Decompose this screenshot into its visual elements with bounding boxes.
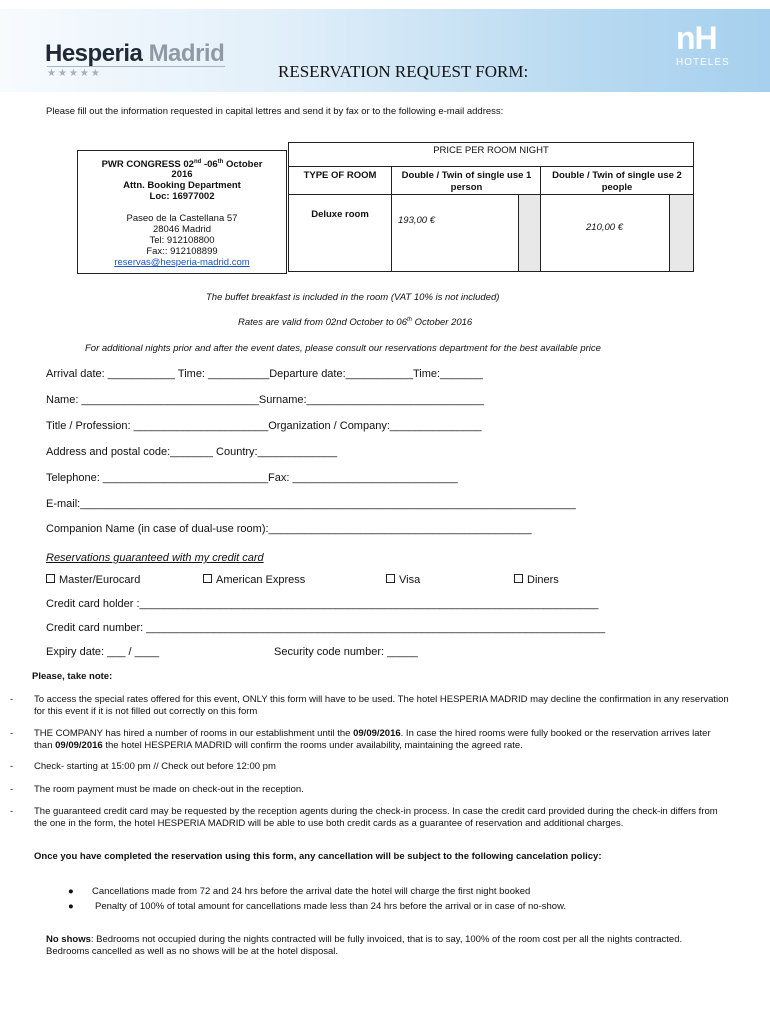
attn-line: Attn. Booking Department	[123, 180, 241, 191]
bullet-dash: -	[10, 694, 14, 705]
logo-hesperia-text: Hesperia	[45, 40, 143, 67]
price-double: 210,00 €	[586, 222, 623, 233]
security-code-field[interactable]: Security code number: _____	[274, 646, 418, 658]
checkbox-icon	[46, 574, 55, 583]
bullet-dash: -	[10, 728, 14, 739]
no-shows-note: No shows: Bedrooms not occupied during the nights contracted will be fully invoiced, that is to say, 100% of the room cost per all the nights contracted. Bedrooms cancelled as well as no shows will be at the hotel disposal.	[46, 934, 683, 957]
col-double: Double / Twin of single use 2 people	[552, 170, 682, 193]
loc-line: Loc: 16977002	[149, 191, 215, 202]
cancellation-item: Cancellations made from 72 and 24 hrs before the arrival date the hotel will charge the first night booked	[92, 886, 531, 897]
hotel-fax: Fax:: 912108899	[146, 246, 218, 257]
card-number-field[interactable]: Credit card number: ___________________________________________________________________________	[46, 622, 606, 634]
note-item: The room payment must be made on check-out in the reception.	[34, 784, 304, 795]
expiry-date-field[interactable]: Expiry date: ___ / ____	[46, 646, 160, 658]
bullet-icon: ●	[68, 901, 74, 912]
hesperia-madrid-logo	[45, 40, 224, 68]
email-field[interactable]: E-mail:_________________________________________________________________________________	[46, 498, 576, 510]
nh-hoteles-text: HOTELES	[676, 57, 730, 68]
hotel-address: Paseo de la Castellana 57	[126, 213, 238, 224]
hotel-tel: Tel: 912108800	[149, 235, 215, 246]
intro-text: Please fill out the information requested in capital lettres and send it by fax or to the following e-mail address:	[46, 106, 504, 117]
event-line: PWR CONGRESS 02nd -06th October	[101, 159, 263, 171]
breakfast-note: The buffet breakfast is included in the room (VAT 10% is not included)	[206, 292, 500, 303]
checkbox-icon	[203, 574, 212, 583]
logo-madrid-text: Madrid	[148, 40, 225, 67]
hotel-email-link[interactable]: reservas@hesperia-madrid.com	[114, 257, 250, 268]
cancellation-heading: Once you have completed the reservation using this form, any cancellation will be subject to the following cancelation policy:	[34, 851, 602, 862]
room-deluxe: Deluxe room	[311, 209, 369, 220]
diners-checkbox[interactable]: Diners	[514, 574, 559, 586]
guarantee-heading: Reservations guaranteed with my credit card	[46, 552, 264, 564]
telephone-fax-field[interactable]: Telephone: ___________________________Fax: ___________________________	[46, 472, 458, 484]
bullet-dash: -	[10, 806, 14, 817]
please-note-heading: Please, take note:	[32, 671, 113, 682]
american-express-checkbox[interactable]: American Express	[203, 574, 305, 586]
hotel-city: 28046 Madrid	[152, 224, 212, 235]
name-surname-field[interactable]: Name: _____________________________Surname:_____________________________	[46, 394, 484, 406]
nh-logo: nH	[676, 20, 717, 56]
visa-checkbox[interactable]: Visa	[386, 574, 420, 586]
col-room-type: TYPE OF ROOM	[303, 170, 377, 181]
event-year: 2016	[171, 169, 193, 180]
bullet-icon: ●	[68, 886, 74, 897]
title-organization-field[interactable]: Title / Profession: ______________________Organization / Company:_______________	[46, 420, 482, 432]
note-item: To access the special rates offered for this event, ONLY this form will have to be used. The hotel HESPERIA MADRID may decline the confirmation in any reservation for this event if it is not filled out correctly on this form	[34, 694, 729, 717]
checkbox-icon	[386, 574, 395, 583]
col-single: Double / Twin of single use 1 person	[401, 170, 532, 193]
note-item: Check- starting at 15:00 pm // Check out before 12:00 pm	[34, 761, 276, 772]
bullet-dash: -	[10, 784, 14, 795]
master-eurocard-checkbox[interactable]: Master/Eurocard	[46, 574, 140, 586]
bullet-dash: -	[10, 761, 14, 772]
checkbox-icon	[514, 574, 523, 583]
rates-note: Rates are valid from 02nd October to 06th October 2016	[238, 317, 473, 329]
price-heading: PRICE PER ROOM NIGHT	[433, 145, 549, 156]
price-single: 193,00 €	[398, 215, 435, 226]
address-country-field[interactable]: Address and postal code:_______ Country:_____________	[46, 446, 338, 458]
cancellation-item: Penalty of 100% of total amount for cancellations made less than 24 hrs before the arrival or in case of no-show.	[95, 901, 567, 912]
additional-nights-note: For additional nights prior and after the event dates, please consult our reservations department for the best available price	[85, 343, 601, 354]
arrival-departure-field[interactable]: Arrival date: ___________ Time: __________Departure date:___________Time:_______	[46, 368, 483, 380]
stars-rating-icon: ★★★★★	[47, 66, 225, 79]
company-note: THE COMPANY has hired a number of rooms in our establishment until the 09/09/2016. In case the hired rooms were fully booked or the reservation arrives later than 09/09/2016 the hotel HESPERIA MADRID will confirm the rooms under availability, maintaining the agreed rate.	[34, 728, 711, 751]
form-title: RESERVATION REQUEST FORM:	[278, 62, 529, 81]
note-item: The guaranteed credit card may be requested by the reception agents during the check-in process. In case the credit card provided during the check-in differs from the one in the form, the hotel HESPERIA MADRID will be able to use both credit cards as a guarantee of reservation and additional charges.	[34, 806, 718, 829]
card-holder-field[interactable]: Credit card holder :___________________________________________________________________________	[46, 598, 599, 610]
companion-name-field[interactable]: Companion Name (in case of dual-use room):___________________________________________	[46, 523, 532, 535]
